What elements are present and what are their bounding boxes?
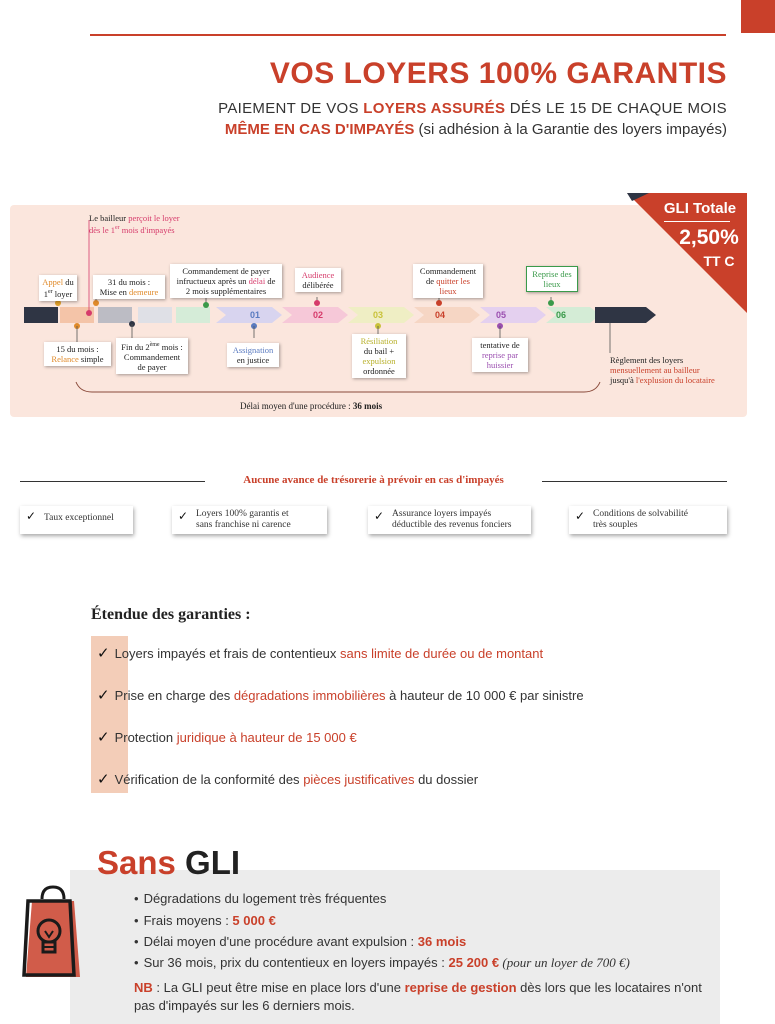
check-icon: ✓ xyxy=(97,687,110,704)
sans-gli-item: • Dégradations du logement très fréquentes xyxy=(134,891,387,906)
step-06: 06 xyxy=(555,310,566,320)
feature-taux: ✓ Taux exceptionnel xyxy=(20,506,133,534)
check-icon: ✓ xyxy=(97,771,110,788)
gli-badge-divider xyxy=(664,221,730,222)
step-03: 03 xyxy=(372,310,383,320)
subtitle-line-1: PAIEMENT DE VOS LOYERS ASSURÉS DÉS LE 15 DE CHAQUE MOIS xyxy=(218,100,727,117)
timeline-start-segment xyxy=(24,307,58,323)
appel-loyer-box: Appel du 1er loyer xyxy=(39,275,77,301)
step-01: 01 xyxy=(249,310,260,320)
resiliation-box: Résiliation du bail + expulsion ordonnée xyxy=(352,334,406,378)
feature-assurance: ✓ Assurance loyers impayés déductible des revenus fonciers xyxy=(368,506,531,534)
feature-solvabilite: ✓ Conditions de solvabilité très souples xyxy=(569,506,727,534)
sans-gli-title: Sans GLI xyxy=(97,844,241,881)
guarantees-title: Étendue des garanties : xyxy=(91,606,251,623)
lightbulb-bag-icon xyxy=(20,885,86,985)
guarantee-item: ✓ Vérification de la conformité des pièces justificatives du dossier xyxy=(97,771,479,788)
step-04: 04 xyxy=(434,310,445,320)
page-title: VOS LOYERS 100% GARANTIS xyxy=(269,57,727,90)
guarantee-item: ✓ Prise en charge des dégradations immobilières à hauteur de 10 000 € par sinistre xyxy=(97,687,584,704)
reglement-note: Règlement des loyers mensuellement au bailleur jusqu'à l'explusion du locataire xyxy=(610,355,715,385)
check-icon: ✓ xyxy=(575,509,586,523)
check-icon: ✓ xyxy=(97,645,110,662)
assignation-box: Assignation en justice xyxy=(227,343,279,367)
mise-en-demeure-box: 31 du mois : Mise en demeure xyxy=(93,275,165,299)
reprise-lieux-box: Reprise des lieux xyxy=(526,266,578,292)
sans-gli-note: NB : La GLI peut être mise en place lors d'une reprise de gestion dès lors que les locataires n'ont pas d'impayés sur les 6 derniers mois. xyxy=(134,980,702,1013)
check-icon: ✓ xyxy=(97,729,110,746)
tentative-reprise-box: tentative de reprise par huissier xyxy=(472,338,528,372)
gli-badge-title: GLI Totale xyxy=(663,200,737,217)
fin-2e-mois-box: Fin du 2ème mois : Commandement de payer xyxy=(116,338,188,374)
check-icon: ✓ xyxy=(26,509,37,523)
check-icon: ✓ xyxy=(178,509,189,523)
gli-badge-rate: 2,50% xyxy=(679,226,739,249)
sans-gli-item: • Délai moyen d'une procédure avant expulsion : 36 mois xyxy=(134,934,467,949)
features-rule-right xyxy=(542,481,727,482)
relance-simple-box: 15 du mois : Relance simple xyxy=(44,342,111,366)
guarantee-item: ✓ Protection juridique à hauteur de 15 000 € xyxy=(97,729,357,746)
audience-box: Audience délibérée xyxy=(295,268,341,292)
gli-badge-ttc: TT C xyxy=(703,253,735,269)
bailleur-note: Le bailleur perçoit le loyer dès le 1er mois d'impayés xyxy=(89,213,180,235)
step-02: 02 xyxy=(312,310,323,320)
check-icon: ✓ xyxy=(374,509,385,523)
quitter-lieux-box: Commandement de quitter les lieux xyxy=(413,264,483,298)
sans-gli-item: • Frais moyens : 5 000 € xyxy=(134,913,276,928)
average-delay-label: Délai moyen d'une procédure : 36 mois xyxy=(240,401,383,411)
feature-loyers-garantis: ✓ Loyers 100% garantis et sans franchise ni carence xyxy=(172,506,327,534)
subtitle-line-2: MÊME EN CAS D'IMPAYÉS (si adhésion à la Garantie des loyers impayés) xyxy=(224,121,727,138)
step-05: 05 xyxy=(495,310,506,320)
sans-gli-item: • Sur 36 mois, prix du contentieux en loyers impayés : 25 200 € (pour un loyer de 700 €) xyxy=(134,955,630,970)
commandement-payer-box: Commandement de payer infructueux après un délai de 2 mois supplémentaires xyxy=(170,264,282,298)
features-title: Aucune avance de trésorerie à prévoir en cas d'impayés xyxy=(243,474,504,486)
guarantee-item: ✓ Loyers impayés et frais de contentieux sans limite de durée ou de montant xyxy=(97,645,544,662)
